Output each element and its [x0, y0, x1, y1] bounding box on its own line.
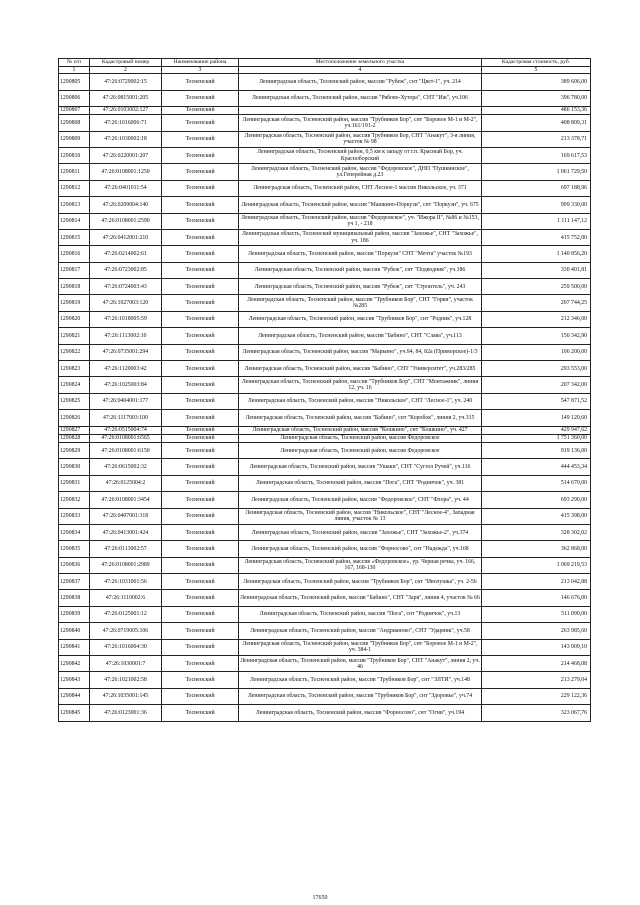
district-name: Тосненский — [162, 131, 239, 147]
table-row — [59, 90, 591, 106]
location: Ленинградская область, Тосненский район, массив "Форносово", снт "Огни", уч.194 — [239, 705, 482, 721]
table-row — [59, 131, 591, 147]
row-number: 1290808 — [59, 115, 90, 131]
row-number: 1290827 — [59, 426, 90, 434]
district-name: Тосненский — [162, 459, 239, 475]
district-name: Тосненский — [162, 328, 239, 344]
cadastral-number: 47:26:0220001:207 — [90, 147, 162, 163]
column-number: 2 — [90, 67, 162, 74]
cadastral-value: 106 200,00 — [482, 344, 591, 360]
cadastral-number: 47:26:0404001:177 — [90, 393, 162, 409]
location: Ленинградская область, Тосненский район, массив Федоровское — [239, 434, 482, 442]
location: Ленинградская область, Тосненский район, массив "Трубников Бор", снт "Родник", уч.128 — [239, 311, 482, 327]
cadastral-value: 1 069 219,53 — [482, 557, 591, 573]
table-row — [59, 147, 591, 163]
district-name: Тосненский — [162, 410, 239, 426]
district-name: Тосненский — [162, 147, 239, 163]
table-row — [59, 426, 591, 434]
table-row — [59, 106, 591, 114]
location: Ленинградская область, Тосненский район, массив "Никольское", СНТ "Лесное-4", Западная линия, участок № 13 — [239, 508, 482, 524]
location: Ленинградская область, Тосненский район, массив «Федоровское», ур. Черная речка, уч. 166, 167, 168-130 — [239, 557, 482, 573]
column-number: 4 — [239, 67, 482, 74]
table-row — [59, 328, 591, 344]
row-number: 1290815 — [59, 229, 90, 245]
table-row — [59, 74, 591, 90]
table-row — [59, 623, 591, 639]
location: Ленинградская область, Тосненский район, массив "Андрианово", СНТ "Ударник", уч.58 — [239, 623, 482, 639]
table-row — [59, 410, 591, 426]
table-row — [59, 311, 591, 327]
cadastral-value: 1 111 147,12 — [482, 213, 591, 229]
table-body — [59, 74, 591, 721]
district-name: Тосненский — [162, 279, 239, 295]
cadastral-value: 396 780,00 — [482, 90, 591, 106]
district-name: Тосненский — [162, 426, 239, 434]
cadastral-value: 259 500,00 — [482, 279, 591, 295]
cadastral-number: 47:26:0724003:43 — [90, 279, 162, 295]
cadastral-number: 47:26:0108001:2989 — [90, 557, 162, 573]
table-row — [59, 377, 591, 393]
row-number: 1290830 — [59, 459, 90, 475]
cadastral-number: 47:26:0108001:6565 — [90, 434, 162, 442]
table-row — [59, 475, 591, 491]
table-row — [59, 672, 591, 688]
cadastral-number: 47:26:0108001:2590 — [90, 213, 162, 229]
district-name: Тосненский — [162, 106, 239, 114]
district-name: Тосненский — [162, 262, 239, 278]
location: Ленинградская область, Тосненский район, массив "Пога", СНТ "Родничок", уч. 381 — [239, 475, 482, 491]
location: Ленинградская область, Тосненский район, массив "Никольское", СНТ "Лесное-1", уч. 240 — [239, 393, 482, 409]
cadastral-value: 1 751 360,00 — [482, 434, 591, 442]
cadastral-value: 514 670,00 — [482, 475, 591, 491]
district-name: Тосненский — [162, 606, 239, 622]
row-number: 1290818 — [59, 279, 90, 295]
row-number: 1290805 — [59, 74, 90, 90]
cadastral-number: 47:26:1018005:59 — [90, 311, 162, 327]
cadastral-value: 150 342,90 — [482, 328, 591, 344]
cadastral-number: 47:26:0103002:127 — [90, 106, 162, 114]
location: Ленинградская область, Тосненский район, массив "Трубников Бор", снт "Здоровье", уч.74 — [239, 688, 482, 704]
column-number-row — [59, 67, 591, 74]
table-row — [59, 459, 591, 475]
row-number: 1290839 — [59, 606, 90, 622]
location: Ленинградская область, Тосненский район, массив "Бабино", СНТ "Слава", уч.113 — [239, 328, 482, 344]
row-number: 1290816 — [59, 246, 90, 262]
header-row-number: № п/п — [59, 59, 90, 67]
location: Ленинградская область, Тосненский район, массив "Рубеж", снт "Строитель", уч. 243 — [239, 279, 482, 295]
location: Ленинградская область, Тосненский муниципальный район, массив "Захожье", СНТ "Захожье", уч. 186 — [239, 229, 482, 245]
table-row — [59, 590, 591, 606]
table-row — [59, 246, 591, 262]
location: Ленинградская область, Тосненский район, массив "Марьино", уч.94, 84, 82а (Приморское)-1/3 — [239, 344, 482, 360]
column-number: 3 — [162, 67, 239, 74]
table-row — [59, 508, 591, 524]
row-number: 1290819 — [59, 295, 90, 311]
location: Ленинградская область, Тосненский район, массив "Поркузи" СНТ "Мечта" участок №193 — [239, 246, 482, 262]
table-row — [59, 279, 591, 295]
location: Ленинградская область, Тосненский район, СНТ Лесное-1 массив Никольское, уч. 371 — [239, 180, 482, 196]
cadastral-value: 213 279,04 — [482, 672, 591, 688]
cadastral-number: 47:26:0735001:294 — [90, 344, 162, 360]
district-name: Тосненский — [162, 524, 239, 540]
location: Ленинградская область, Тосненский район, массив "Трубников Бор", СНТ "Анакут", линия 2, уч. 46 — [239, 656, 482, 672]
row-number: 1290840 — [59, 623, 90, 639]
district-name: Тосненский — [162, 639, 239, 655]
row-number: 1290835 — [59, 541, 90, 557]
table-row — [59, 344, 591, 360]
table-row — [59, 492, 591, 508]
cadastral-value: 207 342,00 — [482, 377, 591, 393]
document-page — [58, 58, 590, 722]
table-row — [59, 262, 591, 278]
cadastral-value: 213 378,71 — [482, 131, 591, 147]
cadastral-number: 47:26:0723002:85 — [90, 262, 162, 278]
district-name: Тосненский — [162, 688, 239, 704]
location: Ленинградская область, Тосненский район, массив "Ушаки", СНТ "Сугзол Ручей", уч.116 — [239, 459, 482, 475]
district-name: Тосненский — [162, 164, 239, 180]
page-number: 17650 — [312, 895, 328, 901]
row-number: 1290809 — [59, 131, 90, 147]
location: Ленинградская область, Тосненский район, массив "Бабино", СНТ "Заря", линия 4, участок № 66 — [239, 590, 482, 606]
row-number: 1290841 — [59, 639, 90, 655]
row-number: 1290822 — [59, 344, 90, 360]
cadastral-number: 47:26:0125004:2 — [90, 475, 162, 491]
location: Ленинградская область, Тосненский район, массив "Трубников Бор", снт "ЭЛТИ", уч.148 — [239, 672, 482, 688]
district-name: Тосненский — [162, 672, 239, 688]
header-location: Местоположение земельного участка — [239, 59, 482, 67]
cadastral-value-table — [58, 58, 591, 722]
district-name: Тосненский — [162, 442, 239, 458]
district-name: Тосненский — [162, 656, 239, 672]
cadastral-value: 415 398,00 — [482, 508, 591, 524]
cadastral-value: 212 346,00 — [482, 311, 591, 327]
row-number: 1290812 — [59, 180, 90, 196]
cadastral-number: 47:26:1016006:71 — [90, 115, 162, 131]
location: Ленинградская область, Тосненский район, массив "Форносово", снт "Надежда", уч.168 — [239, 541, 482, 557]
district-name: Тосненский — [162, 115, 239, 131]
cadastral-number: 47:26:0108001:3454 — [90, 492, 162, 508]
cadastral-number: 47:26:1113002:10 — [90, 328, 162, 344]
cadastral-value: 919 136,00 — [482, 442, 591, 458]
cadastral-value: 149 120,60 — [482, 410, 591, 426]
cadastral-value: 1 061 729,50 — [482, 164, 591, 180]
table-row — [59, 164, 591, 180]
table-row — [59, 197, 591, 213]
location: Ленинградская область, Тосненский район, массив "Пога", снт "Родничок", уч.13 — [239, 606, 482, 622]
location: Ленинградская область, Тосненский район, массив "Машкино-Поркузи", снт "Поркузи", уч. 675 — [239, 197, 482, 213]
row-number: 1290833 — [59, 508, 90, 524]
district-name: Тосненский — [162, 213, 239, 229]
row-number: 1290831 — [59, 475, 90, 491]
district-name: Тосненский — [162, 623, 239, 639]
cadastral-number: 47:26:1031001:56 — [90, 574, 162, 590]
cadastral-number: 47:26:0123001:36 — [90, 705, 162, 721]
row-number: 1290845 — [59, 705, 90, 721]
row-number: 1290817 — [59, 262, 90, 278]
row-number: 1290820 — [59, 311, 90, 327]
location: Ленинградская область, Тосненский район, массив "Федоровское", ДНП "Пушкинское", ул.Генерейная д.23 — [239, 164, 482, 180]
row-number: 1290842 — [59, 656, 90, 672]
district-name: Тосненский — [162, 246, 239, 262]
location: Ленинградская область, Тосненский район, массив "Трубников Бор", снт "Иволушка", уч. 2-56 — [239, 574, 482, 590]
row-number: 1290837 — [59, 574, 90, 590]
district-name: Тосненский — [162, 229, 239, 245]
location: Ленинградская область, Тосненский район, массив "Трубников Бор", СНТ "Горки", участок №285 — [239, 295, 482, 311]
cadastral-number: 47:26:0108001:1250 — [90, 164, 162, 180]
cadastral-value: 293 553,00 — [482, 361, 591, 377]
cadastral-number: 47:26:0401011:54 — [90, 180, 162, 196]
cadastral-value: 444 453,34 — [482, 459, 591, 475]
cadastral-number: 47:26:0515004:74 — [90, 426, 162, 434]
district-name: Тосненский — [162, 557, 239, 573]
table-row — [59, 229, 591, 245]
district-name: Тосненский — [162, 590, 239, 606]
location: Ленинградская область, Тосненский район, массив "Федоровское", СНТ "Флора", уч. 44 — [239, 492, 482, 508]
table-row — [59, 656, 591, 672]
cadastral-number: 47:26:1120003:42 — [90, 361, 162, 377]
location: Ленинградская область, Тосненский район, массив "Бабино", снт "Коробок", линия 2, уч.315 — [239, 410, 482, 426]
district-name: Тосненский — [162, 311, 239, 327]
district-name: Тосненский — [162, 705, 239, 721]
table-header-row — [59, 59, 591, 67]
cadastral-value: 486 153,36 — [482, 106, 591, 114]
district-name: Тосненский — [162, 361, 239, 377]
cadastral-value: 323 067,76 — [482, 705, 591, 721]
row-number: 1290844 — [59, 688, 90, 704]
row-number: 1290836 — [59, 557, 90, 573]
cadastral-number: 47:26:1110002:6 — [90, 590, 162, 606]
row-number: 1290838 — [59, 590, 90, 606]
location: Ленинградская область, Тосненский район, массив Трубников Бор, СНТ "Анакут", 3-я линия, участок № 98 — [239, 131, 482, 147]
cadastral-value: 169 617,53 — [482, 147, 591, 163]
table-row — [59, 705, 591, 721]
table-row — [59, 541, 591, 557]
cadastral-number: 47:26:1025003:84 — [90, 377, 162, 393]
cadastral-value: 328 302,02 — [482, 524, 591, 540]
cadastral-number: 47:26:1021002:58 — [90, 672, 162, 688]
district-name: Тосненский — [162, 434, 239, 442]
cadastral-number: 47:26:1030002:18 — [90, 131, 162, 147]
cadastral-value: 547 871,52 — [482, 393, 591, 409]
district-name: Тосненский — [162, 508, 239, 524]
cadastral-number: 47:26:0209004:140 — [90, 197, 162, 213]
row-number: 1290810 — [59, 147, 90, 163]
row-number: 1290828 — [59, 434, 90, 442]
cadastral-value: 146 676,00 — [482, 590, 591, 606]
table-row — [59, 393, 591, 409]
table-row — [59, 442, 591, 458]
table-row — [59, 295, 591, 311]
table-row — [59, 688, 591, 704]
cadastral-number: 47:26:0413001:424 — [90, 524, 162, 540]
cadastral-number: 47:26:0412001:210 — [90, 229, 162, 245]
cadastral-value: 362 868,00 — [482, 541, 591, 557]
row-number: 1290824 — [59, 377, 90, 393]
cadastral-value: 999 330,00 — [482, 197, 591, 213]
cadastral-value: 213 042,88 — [482, 574, 591, 590]
cadastral-value: 207 744,25 — [482, 295, 591, 311]
row-number: 1290813 — [59, 197, 90, 213]
district-name: Тосненский — [162, 344, 239, 360]
cadastral-number: 47:26:1117003:100 — [90, 410, 162, 426]
column-number: 5 — [482, 67, 591, 74]
row-number: 1290843 — [59, 672, 90, 688]
cadastral-value: 229 122,36 — [482, 688, 591, 704]
table-row — [59, 213, 591, 229]
cadastral-value: 693 290,00 — [482, 492, 591, 508]
location: Ленинградская область, Тосненский район, массив "Рубеж", снт "Подводник", уч.186 — [239, 262, 482, 278]
location: Ленинградская область, Тосненский район, массив "Трубников Бор", СНТ "Монтажник", линия 12, уч. 16 — [239, 377, 482, 393]
table-row — [59, 606, 591, 622]
district-name: Тосненский — [162, 541, 239, 557]
header-district-name: Наименование района — [162, 59, 239, 67]
row-number: 1290829 — [59, 442, 90, 458]
cadastral-number: 47:26:0815001:205 — [90, 90, 162, 106]
table-row — [59, 639, 591, 655]
table-row — [59, 180, 591, 196]
row-number: 1290823 — [59, 361, 90, 377]
row-number: 1290834 — [59, 524, 90, 540]
cadastral-number: 47:26:1030001:7 — [90, 656, 162, 672]
row-number: 1290832 — [59, 492, 90, 508]
row-number: 1290821 — [59, 328, 90, 344]
location: Ленинградская область, Тосненский район, массив Федоровское — [239, 442, 482, 458]
location: Ленинградская область, Тосненский район, массив "Захожье", СНТ "Захожье-2", уч.374 — [239, 524, 482, 540]
cadastral-number: 47:26:0407001:318 — [90, 508, 162, 524]
cadastral-value: 697 188,96 — [482, 180, 591, 196]
header-cadastral-value: Кадастровая стоимость, руб. — [482, 59, 591, 67]
district-name: Тосненский — [162, 492, 239, 508]
row-number: 1290806 — [59, 90, 90, 106]
location — [239, 106, 482, 114]
district-name: Тосненский — [162, 90, 239, 106]
cadastral-number: 47:26:1016004:30 — [90, 639, 162, 655]
cadastral-value: 408 809,31 — [482, 115, 591, 131]
location: Ленинградская область, Тосненский район, массив "Рябово-Хутора", СНТ "Иж", уч.106 — [239, 90, 482, 106]
cadastral-value: 511 090,00 — [482, 606, 591, 622]
cadastral-value: 143 009,10 — [482, 639, 591, 655]
location: Ленинградская область, Тосненский район, массив "Трубников Бор", снт "Боровое М-1 и М-2", уч.161/191-2 — [239, 115, 482, 131]
location: Ленинградская область, Тосненский район, массив "Кошкино", снт "Кошкино", уч. 427 — [239, 426, 482, 434]
district-name: Тосненский — [162, 475, 239, 491]
cadastral-value: 389 606,00 — [482, 74, 591, 90]
table-row — [59, 115, 591, 131]
cadastral-number: 47:26:0719005:106 — [90, 623, 162, 639]
row-number: 1290825 — [59, 393, 90, 409]
district-name: Тосненский — [162, 393, 239, 409]
district-name: Тосненский — [162, 74, 239, 90]
district-name: Тосненский — [162, 180, 239, 196]
cadastral-number: 47:26:0113002:57 — [90, 541, 162, 557]
location: Ленинградская область, Тосненский район, массив "Федоровское", уч. "Ижора II", №86 и №153, уч 1, - 218 — [239, 213, 482, 229]
table-row — [59, 434, 591, 442]
location: Ленинградская область, Тосненский район, 0,5 км к западу от г.п. Красный Бор, уч. Красноборский — [239, 147, 482, 163]
district-name: Тосненский — [162, 377, 239, 393]
cadastral-value: 330 401,81 — [482, 262, 591, 278]
table-row — [59, 361, 591, 377]
cadastral-number: 47:26:1035001:145 — [90, 688, 162, 704]
district-name: Тосненский — [162, 197, 239, 213]
cadastral-value: 263 985,60 — [482, 623, 591, 639]
cadastral-number: 47:26:0729002:15 — [90, 74, 162, 90]
cadastral-number: 47:26:0615002:32 — [90, 459, 162, 475]
district-name: Тосненский — [162, 574, 239, 590]
column-number: 1 — [59, 67, 90, 74]
location: Ленинградская область, Тосненский район, массив "Рубеж", снт "Цвет-1", уч. 214 — [239, 74, 482, 90]
row-number: 1290826 — [59, 410, 90, 426]
header-cadastral-number: Кадастровый номер — [90, 59, 162, 67]
cadastral-number: 47:26:0214002:61 — [90, 246, 162, 262]
table-row — [59, 524, 591, 540]
cadastral-number: 47:26:1027003:120 — [90, 295, 162, 311]
cadastral-number: 47:26:0108001:6150 — [90, 442, 162, 458]
cadastral-value: 429 947,62 — [482, 426, 591, 434]
row-number: 1290807 — [59, 106, 90, 114]
location: Ленинградская область, Тосненский район, массив "Бабино", СНТ "Университет", уч.283/285 — [239, 361, 482, 377]
row-number: 1290811 — [59, 164, 90, 180]
cadastral-number: 47:26:0125001:12 — [90, 606, 162, 622]
table-row — [59, 557, 591, 573]
table-row — [59, 574, 591, 590]
cadastral-value: 1 140 856,20 — [482, 246, 591, 262]
district-name: Тосненский — [162, 295, 239, 311]
cadastral-value: 214 468,08 — [482, 656, 591, 672]
cadastral-value: 415 752,00 — [482, 229, 591, 245]
row-number: 1290814 — [59, 213, 90, 229]
location: Ленинградская область, Тосненский район, массив "Трубников Бор", снт "Боровое М-1 и М-2", уч. 384-1 — [239, 639, 482, 655]
